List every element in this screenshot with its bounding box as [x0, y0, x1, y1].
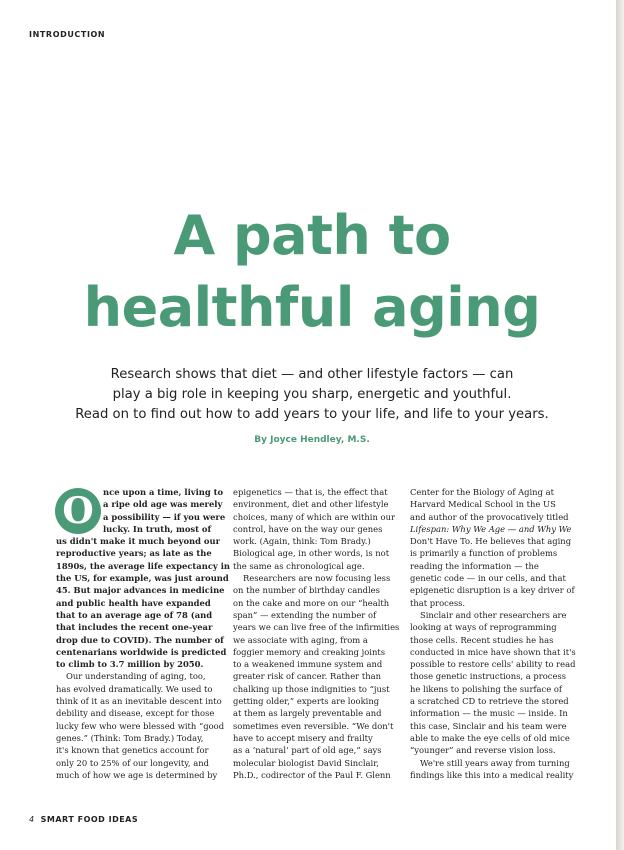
text-line: molecular biologist David Sinclair, — [233, 757, 379, 768]
body-column-3 — [410, 486, 576, 781]
dek-line-2: play a big role in keeping you sharp, energetic and youthful. — [112, 387, 512, 402]
text-line: the US, for example, was just around — [56, 573, 229, 584]
headline-line-2: healthful aging — [83, 276, 541, 339]
text-line: as a ‘natural’ part of old age,” says — [233, 745, 382, 756]
text-line: drop due to COVID). The number of — [56, 634, 224, 645]
text-line: those genetic instructions, a process — [410, 671, 567, 682]
text-line: greater risk of cancer. Rather than — [233, 671, 381, 682]
text-line: to a weakened immune system and — [233, 659, 383, 670]
text-line: this case, Sinclair and his team were — [410, 720, 567, 731]
text-line: that includes the recent one-year — [56, 622, 213, 633]
text-line: Researchers are now focusing less — [243, 573, 391, 584]
page-footer — [29, 815, 138, 824]
text-line: We're still years away from turning — [420, 757, 570, 768]
text-line: to climb to 3.7 million by 2050. — [56, 659, 204, 670]
text-line: has evolved dramatically. We used to — [56, 683, 213, 694]
text-line: that to an average age of 78 (and — [56, 609, 213, 620]
text-line: Center for the Biology of Aging at — [410, 487, 554, 497]
text-line: sometimes even reversible. “We don't — [233, 720, 394, 731]
text-line: information — the music — inside. In — [410, 708, 568, 719]
text-line: chalking up those indignities to “just — [233, 683, 390, 694]
text-line: is primarily a function of problems — [410, 548, 558, 559]
text-line: that process. — [410, 597, 466, 608]
headline-line-1: A path to — [173, 204, 451, 267]
text-line: reproductive years; as late as the — [56, 548, 212, 559]
page-number: 4 — [29, 815, 35, 824]
text-line: lucky few who were blessed with “good — [56, 720, 225, 731]
text-line: he likens to polishing the surface of — [410, 683, 562, 694]
text-line: “younger” and reverse vision loss. — [410, 745, 556, 756]
text-line: lucky. In truth, most of — [103, 523, 212, 534]
text-line: Don't Have To. He believes that aging — [410, 536, 572, 547]
text-line: epigenetics — that is, the effect that — [233, 487, 388, 497]
text-line: reading the information — the — [410, 560, 539, 571]
text-line: nce upon a time, living to — [103, 487, 224, 497]
text-line: we associate with aging, from a — [233, 634, 368, 645]
text-line: on the number of birthday candles — [233, 585, 380, 596]
dek-line-3: Read on to find out how to add years to your life, and life to your years. — [75, 407, 549, 422]
text-line: genes.” (Think: Tom Brady.) Today, — [56, 732, 204, 743]
text-line: Biological age, in other words, is not — [233, 548, 390, 559]
text-line: us didn't make it much beyond our — [56, 536, 220, 547]
publication-name: SMART FOOD IDEAS — [40, 815, 139, 824]
dek — [40, 365, 584, 425]
text-line: environment, diet and other lifestyle — [233, 499, 389, 510]
text-line: Sinclair and other researchers are — [420, 609, 567, 620]
body-column-1 — [56, 486, 230, 781]
text-line: findings like this into a medical reality — [410, 769, 574, 780]
text-line: have to accept misery and frailty — [233, 732, 373, 743]
text-line: think of it as an inevitable descent into — [56, 696, 222, 707]
text-line: a possibility — if you were — [103, 511, 226, 522]
text-line: Our understanding of aging, too, — [66, 671, 206, 682]
text-line: a scratched CD to retrieve the stored — [410, 696, 569, 707]
text-line: able to make the eye cells of old mice — [410, 732, 570, 743]
text-line: a ripe old age was merely — [103, 499, 223, 510]
text-line: debility and disease, except for those — [56, 708, 215, 719]
body-column-2 — [233, 486, 400, 781]
dek-line-1: Research shows that diet — and other lifestyle factors — can — [110, 367, 514, 382]
page-edge — [616, 0, 624, 850]
text-line: 1890s, the average life expectancy in — [56, 560, 230, 571]
text-line: the same as chronological age. — [233, 560, 365, 571]
text-line: centenarians worldwide is predicted — [56, 646, 227, 657]
headline — [0, 200, 624, 344]
byline: By Joyce Hendley, M.S. — [254, 435, 370, 445]
text-line: and public health have expanded — [56, 597, 211, 608]
text-line: it's known that genetics account for — [56, 745, 209, 756]
section-label: INTRODUCTION — [29, 30, 106, 39]
text-line: getting older,” experts are looking — [233, 696, 380, 707]
text-line: control, have on the way our genes — [233, 523, 383, 534]
text-line: at them as largely preventable and — [233, 708, 382, 719]
text-line: years we can live free of the infirmities — [233, 622, 400, 633]
text-line: conducted in mice have shown that it's — [410, 646, 576, 657]
text-line: and author of the provocatively titled — [410, 511, 569, 522]
text-line: genetic code — in our cells, and that — [410, 573, 566, 584]
text-line: work. (Again, think: Tom Brady.) — [233, 536, 371, 547]
text-line: 45. But major advances in medicine — [56, 585, 225, 596]
text-line: those cells. Recent studies he has — [410, 634, 554, 645]
drop-cap: O — [55, 488, 101, 534]
text-line: span” — extending the number of — [233, 609, 377, 620]
text-line: Lifespan: Why We Age — and Why We — [410, 523, 572, 534]
text-line: foggier memory and creaking joints — [233, 646, 386, 657]
text-line: choices, many of which are within our — [233, 511, 395, 522]
text-line: looking at ways of reprogramming — [410, 622, 557, 633]
text-line: Harvard Medical School in the US — [410, 499, 556, 510]
text-line: epigenetic disruption is a key driver of — [410, 585, 575, 596]
text-line: only 20 to 25% of our longevity, and — [56, 757, 209, 768]
text-line: possible to restore cells' ability to read — [410, 659, 576, 670]
text-line: on the cake and more on our “health — [233, 597, 390, 608]
text-line: much of how we age is determined by — [56, 769, 218, 780]
text-line: Ph.D., codirector of the Paul F. Glenn — [233, 769, 391, 780]
